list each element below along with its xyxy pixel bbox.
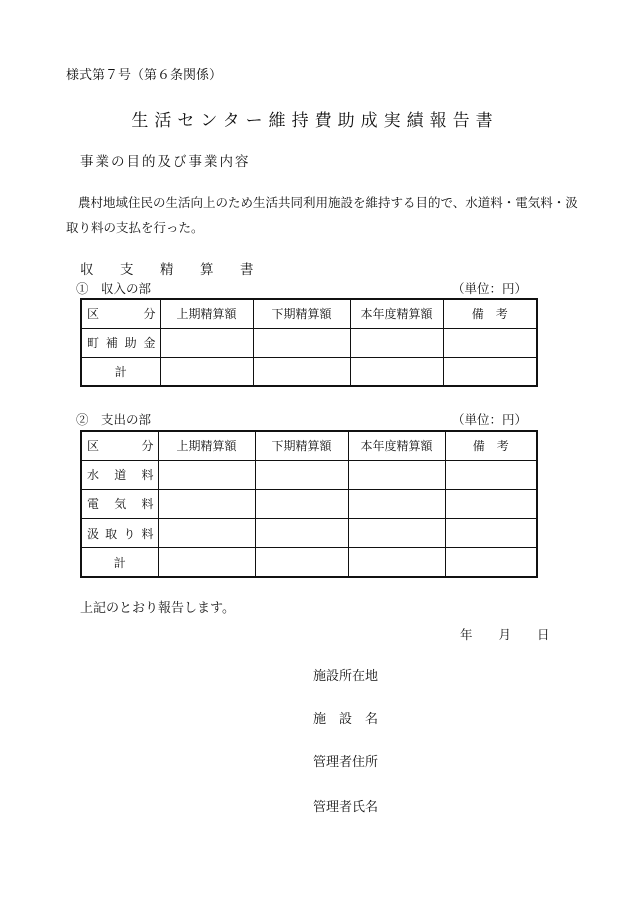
document-title: 生活センター維持費助成実績報告書 [131,111,499,131]
income-col-category: 区 分 [81,299,160,328]
table-cell[interactable] [255,460,348,489]
table-cell[interactable] [443,328,537,357]
table-cell[interactable] [255,548,348,577]
expense-row-label: 水道料 [81,460,158,489]
income-header-row [81,299,537,328]
table-cell[interactable] [350,357,443,386]
table-cell[interactable] [445,519,537,548]
table-cell[interactable] [443,357,537,386]
manager-address-label: 管理者住所 [313,755,379,770]
table-row [81,489,537,518]
table-cell[interactable] [348,460,445,489]
expense-row-label: 電気料 [81,489,158,518]
table-cell[interactable] [445,489,537,518]
expense-label: ② 支出の部 [76,412,152,427]
table-cell[interactable] [158,460,255,489]
summary-heading-char: 収 [80,262,94,278]
purpose-text: 農村地域住民の生活向上のため生活共同利用施設を維持する目的で、水道料・電気料・汲取り料の支払を行った。 [66,195,578,235]
closing-statement: 上記のとおり報告します。 [80,601,235,616]
expense-col-category: 区 分 [81,431,158,460]
manager-name-label: 管理者氏名 [313,800,379,815]
table-cell[interactable] [255,489,348,518]
table-cell[interactable] [348,489,445,518]
income-col-first-half: 上期精算額 [160,299,253,328]
expense-col-first-half: 上期精算額 [158,431,255,460]
table-cell[interactable] [158,489,255,518]
expense-total-label: 計 [81,548,158,577]
income-col-annual: 本年度精算額 [350,299,443,328]
income-unit: （単位：円） [452,281,528,296]
summary-heading-char: 精 [160,262,174,278]
purpose-heading: 事業の目的及び事業内容 [80,154,251,170]
table-cell[interactable] [158,548,255,577]
expense-col-remarks: 備 考 [445,431,537,460]
date-year: 年 [460,627,473,642]
table-row [81,519,537,548]
date-month: 月 [498,627,512,642]
table-cell[interactable] [255,519,348,548]
summary-heading [80,258,280,278]
income-col-remarks: 備 考 [443,299,537,328]
summary-heading-char: 算 [200,262,214,278]
table-cell[interactable] [445,460,537,489]
table-row [81,357,537,386]
table-row [81,460,537,489]
expense-col-annual: 本年度精算額 [348,431,445,460]
expense-row-label: 汲取り料 [81,519,158,548]
table-cell[interactable] [348,548,445,577]
table-row [81,328,537,357]
date-line [460,625,576,643]
summary-heading-char: 書 [240,262,254,278]
table-row [81,548,537,577]
expense-table [80,430,538,578]
income-total-label: 計 [81,357,160,386]
expense-col-second-half: 下期精算額 [255,431,348,460]
table-cell[interactable] [445,548,537,577]
facility-name-label: 施 設 名 [313,712,379,727]
income-label: ① 収入の部 [76,281,152,296]
form-number: 様式第７号（第６条関係） [66,68,223,83]
expense-header-row [81,431,537,460]
date-day: 日 [537,627,550,642]
table-cell[interactable] [160,357,253,386]
expense-unit: （単位：円） [452,412,528,427]
income-col-second-half: 下期精算額 [253,299,350,328]
facility-address-label: 施設所在地 [313,669,379,684]
table-cell[interactable] [253,357,350,386]
table-cell[interactable] [348,519,445,548]
table-cell[interactable] [160,328,253,357]
income-table [80,298,538,387]
table-cell[interactable] [350,328,443,357]
table-cell[interactable] [253,328,350,357]
table-cell[interactable] [158,519,255,548]
income-row-label: 町補助金 [81,328,160,357]
summary-heading-char: 支 [120,262,134,278]
